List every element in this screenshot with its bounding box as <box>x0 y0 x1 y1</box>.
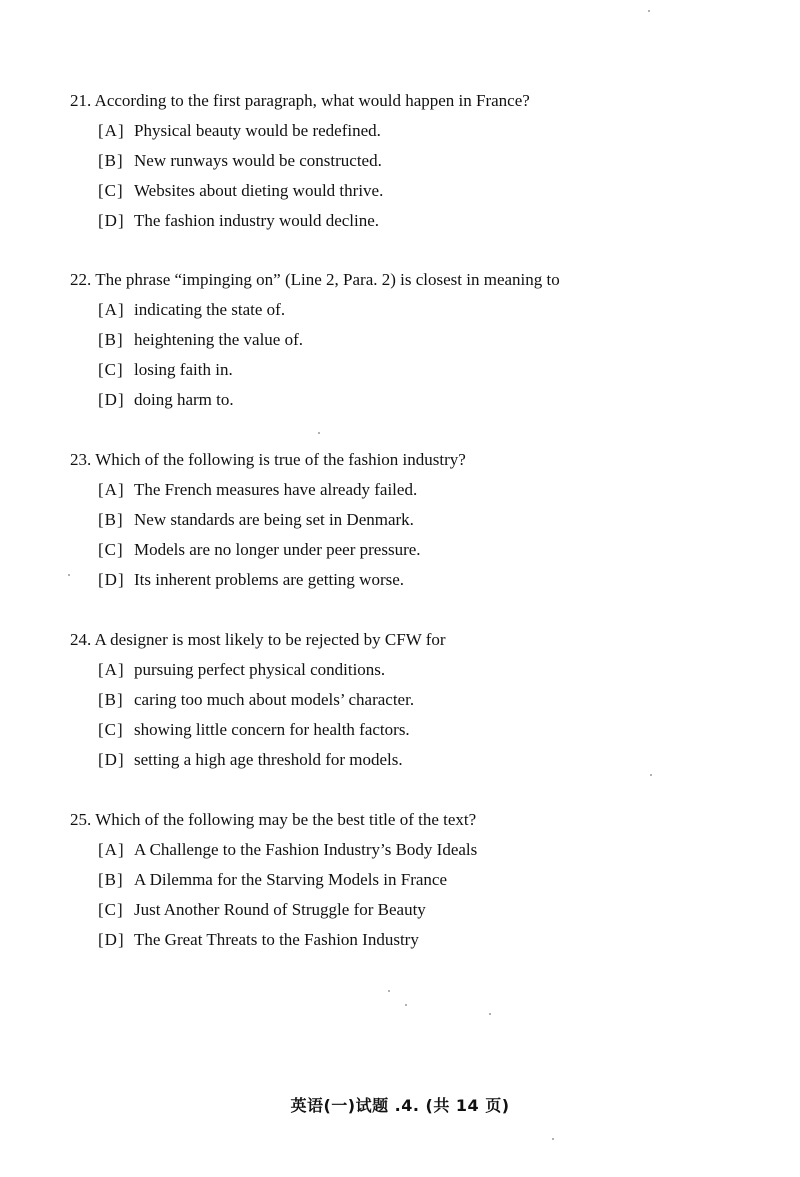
option-d <box>70 925 750 955</box>
option-c <box>70 895 750 925</box>
option-letter: [C] <box>98 540 124 559</box>
option-letter: [C] <box>98 900 124 919</box>
scan-speck <box>405 1004 407 1006</box>
option-text: losing faith in. <box>134 360 233 379</box>
option-a <box>70 116 750 146</box>
option-text: heightening the value of. <box>134 330 304 349</box>
question-22 <box>70 265 750 415</box>
option-text: Models are no longer under peer pressure. <box>134 540 421 559</box>
scan-speck <box>489 1013 491 1015</box>
option-letter: [C] <box>98 720 124 739</box>
option-text: doing harm to. <box>134 390 234 409</box>
option-letter: [D] <box>98 750 125 769</box>
option-letter: [B] <box>98 690 124 709</box>
option-letter: [B] <box>98 330 124 349</box>
option-letter: [B] <box>98 510 124 529</box>
option-text: New standards are being set in Denmark. <box>134 510 414 529</box>
scan-speck <box>648 10 650 12</box>
option-text: Websites about dieting would thrive. <box>134 181 384 200</box>
option-text: A Dilemma for the Starving Models in France <box>134 870 448 889</box>
option-letter: [C] <box>98 181 124 200</box>
option-text: setting a high age threshold for models. <box>134 750 403 769</box>
option-text: The fashion industry would decline. <box>134 211 380 230</box>
option-a <box>70 655 750 685</box>
option-letter: [B] <box>98 151 124 170</box>
question-23 <box>70 445 750 595</box>
scan-speck <box>68 574 70 576</box>
option-letter: [B] <box>98 870 124 889</box>
option-text: A Challenge to the Fashion Industry’s Body Ideals <box>134 840 478 859</box>
scan-speck <box>318 432 320 434</box>
option-a <box>70 475 750 505</box>
question-stem: 22. The phrase “impinging on” (Line 2, Para. 2) is closest in meaning to <box>70 270 560 289</box>
option-letter: [A] <box>98 660 125 679</box>
option-b <box>70 865 750 895</box>
option-c <box>70 535 750 565</box>
option-d <box>70 565 750 595</box>
option-letter: [A] <box>98 840 125 859</box>
option-letter: [A] <box>98 121 125 140</box>
option-d <box>70 745 750 775</box>
option-a <box>70 835 750 865</box>
option-letter: [A] <box>98 300 125 319</box>
option-text: Physical beauty would be redefined. <box>134 121 381 140</box>
option-text: caring too much about models’ character. <box>134 690 415 709</box>
option-a <box>70 295 750 325</box>
question-stem: 23. Which of the following is true of the fashion industry? <box>70 450 466 469</box>
option-letter: [D] <box>98 570 125 589</box>
option-d <box>70 206 750 236</box>
option-c <box>70 355 750 385</box>
option-text: Its inherent problems are getting worse. <box>134 570 405 589</box>
option-b <box>70 146 750 176</box>
option-text: The French measures have already failed. <box>134 480 418 499</box>
option-d <box>70 385 750 415</box>
question-stem: 21. According to the first paragraph, what would happen in France? <box>70 91 530 110</box>
option-text: New runways would be constructed. <box>134 151 382 170</box>
option-b <box>70 505 750 535</box>
question-24 <box>70 625 750 775</box>
scan-speck <box>552 1138 554 1140</box>
page-footer: 英语(一)试题 .4. (共 14 页) <box>290 1096 510 1115</box>
option-b <box>70 685 750 715</box>
option-letter: [D] <box>98 211 125 230</box>
option-text: indicating the state of. <box>134 300 286 319</box>
option-letter: [D] <box>98 390 125 409</box>
option-text: pursuing perfect physical conditions. <box>134 660 386 679</box>
option-c <box>70 176 750 206</box>
option-letter: [C] <box>98 360 124 379</box>
question-stem: 25. Which of the following may be the best title of the text? <box>70 810 477 829</box>
scan-speck <box>388 990 390 992</box>
option-text: Just Another Round of Struggle for Beauty <box>134 900 426 919</box>
option-text: The Great Threats to the Fashion Industry <box>134 930 419 949</box>
question-25 <box>70 805 750 955</box>
option-letter: [A] <box>98 480 125 499</box>
option-letter: [D] <box>98 930 125 949</box>
option-b <box>70 325 750 355</box>
scan-speck <box>650 774 652 776</box>
option-c <box>70 715 750 745</box>
option-text: showing little concern for health factors. <box>134 720 410 739</box>
question-stem: 24. A designer is most likely to be rejected by CFW for <box>70 630 446 649</box>
question-21 <box>70 86 750 236</box>
